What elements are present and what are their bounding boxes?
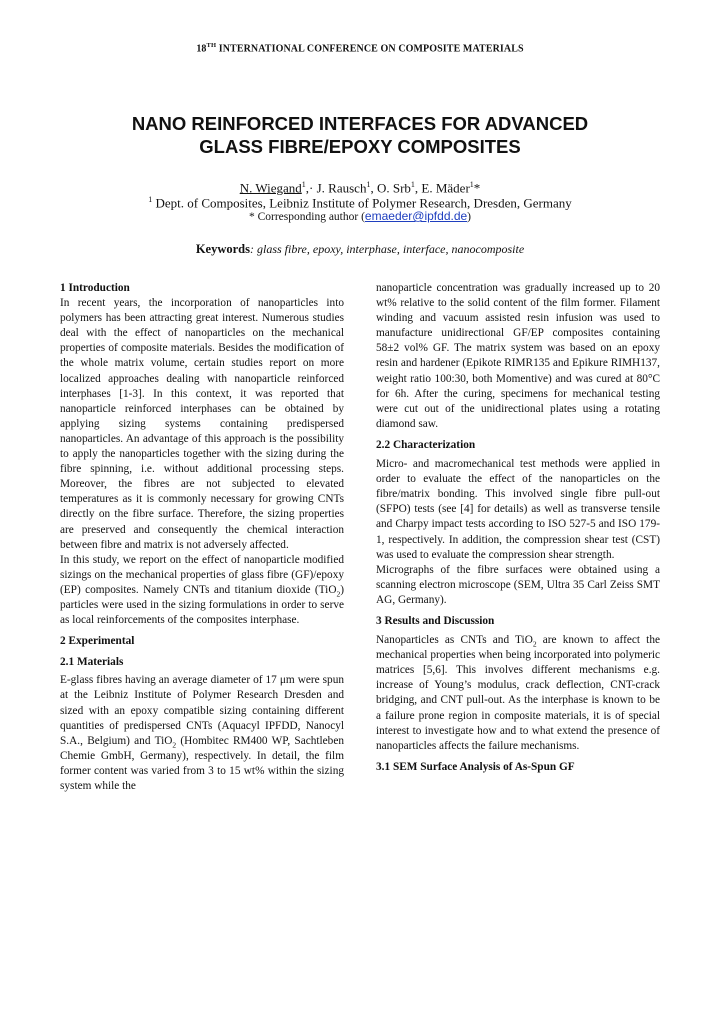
materials-text-a: E-glass fibres having an average diameter of 17 μm were spun at the Leibniz Institute of Polymer Research Dresden and sized with an epoxy compatible sizing containing different quantities of predispersed CNTs (Aquacyl IPFDD, Nanocyl S.A., Belgium) and TiO	[60, 674, 344, 747]
keywords-label: Keywords	[195, 242, 250, 256]
subsection-heading-materials: 2.1 Materials	[60, 656, 124, 669]
intro-p2-text-a: In this study, we report on the effect of nanoparticle modified sizings on the mechanical properties of glass fibre (GF)/epoxy (EP) composites. Namely CNTs and titanium dioxide (TiO	[60, 553, 344, 596]
characterization-paragraph-1: Micro- and macromechanical test methods were applied in order to evaluate the effect of the nanoparticles on the fibre/matrix bonding. This involved single fibre pull-out (SFPO) tests (see [4] for details) as well as transverse tensile and Charpy impact tests according to ISO 527-5 and ISO 179-1, respectively. In addition, the compression shear test (CST) was used to evaluate the compression shear strength.	[376, 458, 660, 561]
author-4-affil: 1	[469, 180, 474, 189]
subsection-heading-characterization: 2.2 Characterization	[376, 438, 476, 451]
title-line-1: NANO REINFORCED INTERFACES FOR ADVANCED	[131, 113, 589, 134]
author-3: O. Srb	[376, 180, 411, 196]
characterization-paragraph-2: Micrographs of the fibre surfaces were obtained using a scanning electron microscope (SEM, Ultra 35 Carl Zeiss SMT AG, Germany).	[376, 563, 660, 606]
results-text-b: are known to affect the mechanical properties when being incorporated into polymeric matrices [5,6]. This involves different mechanisms e.g. increase of Young’s modulus, crack deflection, CNT-crack bridging, and CNT pull-out. As the interphase is known to be a failure prone region in composite materials, it is of special interest to investigate how and to what extend the presence of nanoparticles affects the failure mechanisms.	[376, 634, 660, 752]
materials-subscript: 2	[172, 739, 177, 749]
intro-p2-subscript: 2	[336, 589, 341, 599]
keywords-colon: :	[249, 242, 257, 256]
results-paragraph	[376, 633, 660, 754]
section-heading-introduction: 1 Introduction	[60, 282, 130, 294]
affiliation-number: 1	[148, 195, 153, 204]
running-head	[0, 42, 720, 54]
section-heading-experimental: 2 Experimental	[60, 635, 135, 648]
email-link[interactable]: emaeder@ipfdd.de	[364, 209, 468, 223]
author-separator: ,·	[305, 180, 317, 196]
corresponding-author	[0, 209, 720, 225]
author-2: J. Rausch	[316, 180, 367, 196]
keywords-line	[0, 242, 720, 257]
materials-text-b: (Hombitec RM400 WP, Sachtleben Chemie GmbH, Germany), respectively. In detail, the film former content was varied from 3 to 15 wt% within the sizing system while the	[60, 734, 344, 792]
author-1: N. Wiegand	[239, 180, 302, 196]
running-head-superscript: TH	[206, 42, 217, 49]
author-1-affil: 1	[301, 180, 306, 189]
author-4: E. Mäder	[421, 180, 470, 196]
corresponding-mark: *	[473, 180, 481, 196]
author-list: N. Wiegand$^1$,· J. Rausch$^1$, O. Srb$^1$, E. Mäder$^1$*	[239, 180, 481, 196]
intro-paragraph-2	[60, 553, 344, 628]
affiliation-text: Dept. of Composites, Leibniz Institute of Polymer Research, Dresden, Germany	[155, 195, 572, 211]
materials-paragraph	[60, 673, 344, 794]
author-2-affil: 1	[366, 180, 371, 189]
intro-p2-text-b: ) particles were used in the sizing formulations in order to serve as local reinforcements of the composites interphase.	[60, 583, 344, 627]
keywords-text: glass fibre, epoxy, interphase, interface, nanocomposite	[256, 242, 525, 256]
left-column	[60, 281, 344, 794]
running-head-text: INTERNATIONAL CONFERENCE ON COMPOSITE MATERIALS	[218, 43, 524, 55]
corresponding-suffix: )	[467, 211, 472, 223]
paper-title	[60, 112, 660, 158]
title-line-2: GLASS FIBRE/EPOXY COMPOSITES	[199, 136, 521, 157]
intro-paragraph-1: In recent years, the incorporation of nanoparticles into polymers has been attracting great interest. Numerous studies deal with the effect of nanoparticles on the mechanical properties of composite materials. Besides the modification of the whole matrix volume, certain studies report on more localized approaches dealing with nanoparticle reinforced interphases [1-3]. In this context, it was reported that nanoparticle reinforced interphases can be obtained by applying sizing systems containing predispersed nanoparticles. An advantage of this approach is the possibility to apply the nanoparticles together with the sizing during the fibre spinning, i.e. without additional processing steps. Moreover, the fibres are not subjected to elevated temperatures as it is commonly necessary for growing CNTs directly on the fibre surface. Therefore, the sizing properties are preserved and consequently the chemical interaction between fibre and matrix is not adversely affected.	[60, 297, 344, 551]
corresponding-prefix: * Corresponding author (	[248, 211, 365, 223]
subsection-heading-sem: 3.1 SEM Surface Analysis of As-Spun GF	[376, 760, 575, 773]
right-column	[376, 281, 660, 779]
results-subscript: 2	[532, 639, 537, 649]
section-heading-results: 3 Results and Discussion	[376, 614, 495, 627]
results-text-a: Nanoparticles as CNTs and TiO	[376, 634, 533, 647]
materials-continued-paragraph: nanoparticle concentration was gradually increased up to 20 wt% relative to the solid content of the film former. Filament winding and vacuum assisted resin infusion was used to manufacture unidirectional GF/EP composites containing 58±2 vol% GF. The matrix system was based on an epoxy resin and hardener (Epikote RIMR135 and Epikure RIMH137, weight ratio 100:30, both Momentive) and was cured at 80°C for 6h. After the curing, specimens for mechanical testing were cut out of the unidirectional plates using a rotating diamond saw.	[376, 282, 660, 430]
author-3-affil: 1	[410, 180, 415, 189]
running-head-number: 18	[196, 43, 207, 55]
